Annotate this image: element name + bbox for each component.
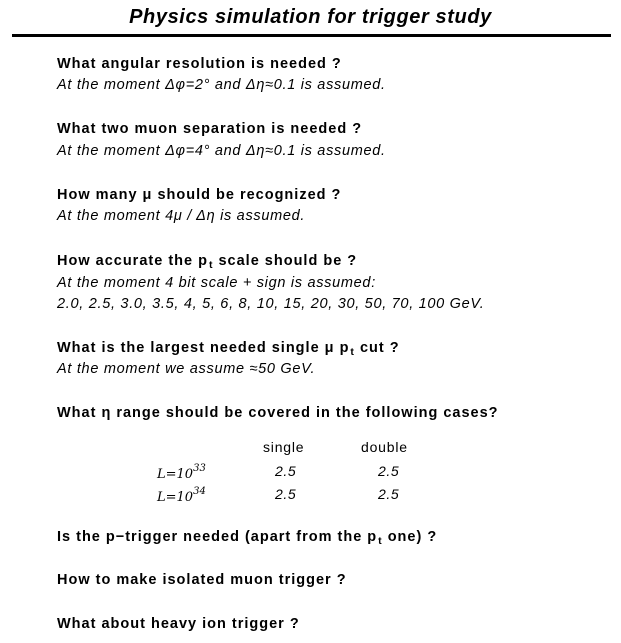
title-underline <box>12 34 611 37</box>
table-row-label <box>157 486 206 505</box>
question-pt-scale-sub: t <box>208 259 214 271</box>
answer-angular-resolution: At the moment Δφ=2° and Δη≈0.1 is assumed. <box>57 77 386 93</box>
question-isolated-muon-trigger: How to make isolated muon trigger ? <box>57 572 347 588</box>
question-pt-scale-post: scale should be ? <box>213 253 358 269</box>
question-eta-range: What η range should be covered in the following cases? <box>57 405 499 421</box>
question-p-trigger-pre: Is the p−trigger needed (apart from the p <box>57 529 378 545</box>
answer-largest-pt-cut: At the moment we assume ≈50 GeV. <box>57 361 316 377</box>
question-p-trigger-sub: t <box>378 535 383 547</box>
question-p-trigger <box>57 529 437 547</box>
table-header-single: single <box>263 439 305 455</box>
table-cell-double: 2.5 <box>378 463 400 479</box>
page-title: Physics simulation for trigger study <box>129 6 492 28</box>
table-cell-single: 2.5 <box>275 486 297 502</box>
table-row-label <box>157 463 206 482</box>
table-cell-single: 2.5 <box>275 463 297 479</box>
question-largest-pt-cut-post: cut ? <box>354 340 400 356</box>
luminosity-base: L=10 <box>157 467 194 482</box>
luminosity-exponent: 33 <box>193 463 206 474</box>
answer-pt-scale-line2: 2.0, 2.5, 3.0, 3.5, 4, 5, 6, 8, 10, 15, 20, 30, 50, 70, 100 GeV. <box>57 296 485 312</box>
answer-muon-count: At the moment 4μ / Δη is assumed. <box>57 208 306 224</box>
answer-two-muon-separation: At the moment Δφ=4° and Δη≈0.1 is assumed. <box>57 143 386 159</box>
table-cell-double: 2.5 <box>378 486 400 502</box>
question-p-trigger-post: one) ? <box>382 529 438 545</box>
question-largest-pt-cut-pre: What is the largest needed single μ p <box>57 340 350 356</box>
question-pt-scale <box>57 253 357 271</box>
question-two-muon-separation: What two muon separation is needed ? <box>57 121 363 137</box>
luminosity-base: L=10 <box>157 490 194 505</box>
question-largest-pt-cut <box>57 340 400 358</box>
question-angular-resolution: What angular resolution is needed ? <box>57 56 342 72</box>
question-largest-pt-cut-sub: t <box>350 346 355 358</box>
question-heavy-ion-trigger: What about heavy ion trigger ? <box>57 616 300 632</box>
table-header-double: double <box>361 439 408 455</box>
answer-pt-scale-line1: At the moment 4 bit scale + sign is assumed: <box>57 275 376 291</box>
question-pt-scale-pre: How accurate the p <box>57 253 208 269</box>
question-muon-count: How many μ should be recognized ? <box>57 187 342 203</box>
luminosity-exponent: 34 <box>193 486 206 497</box>
